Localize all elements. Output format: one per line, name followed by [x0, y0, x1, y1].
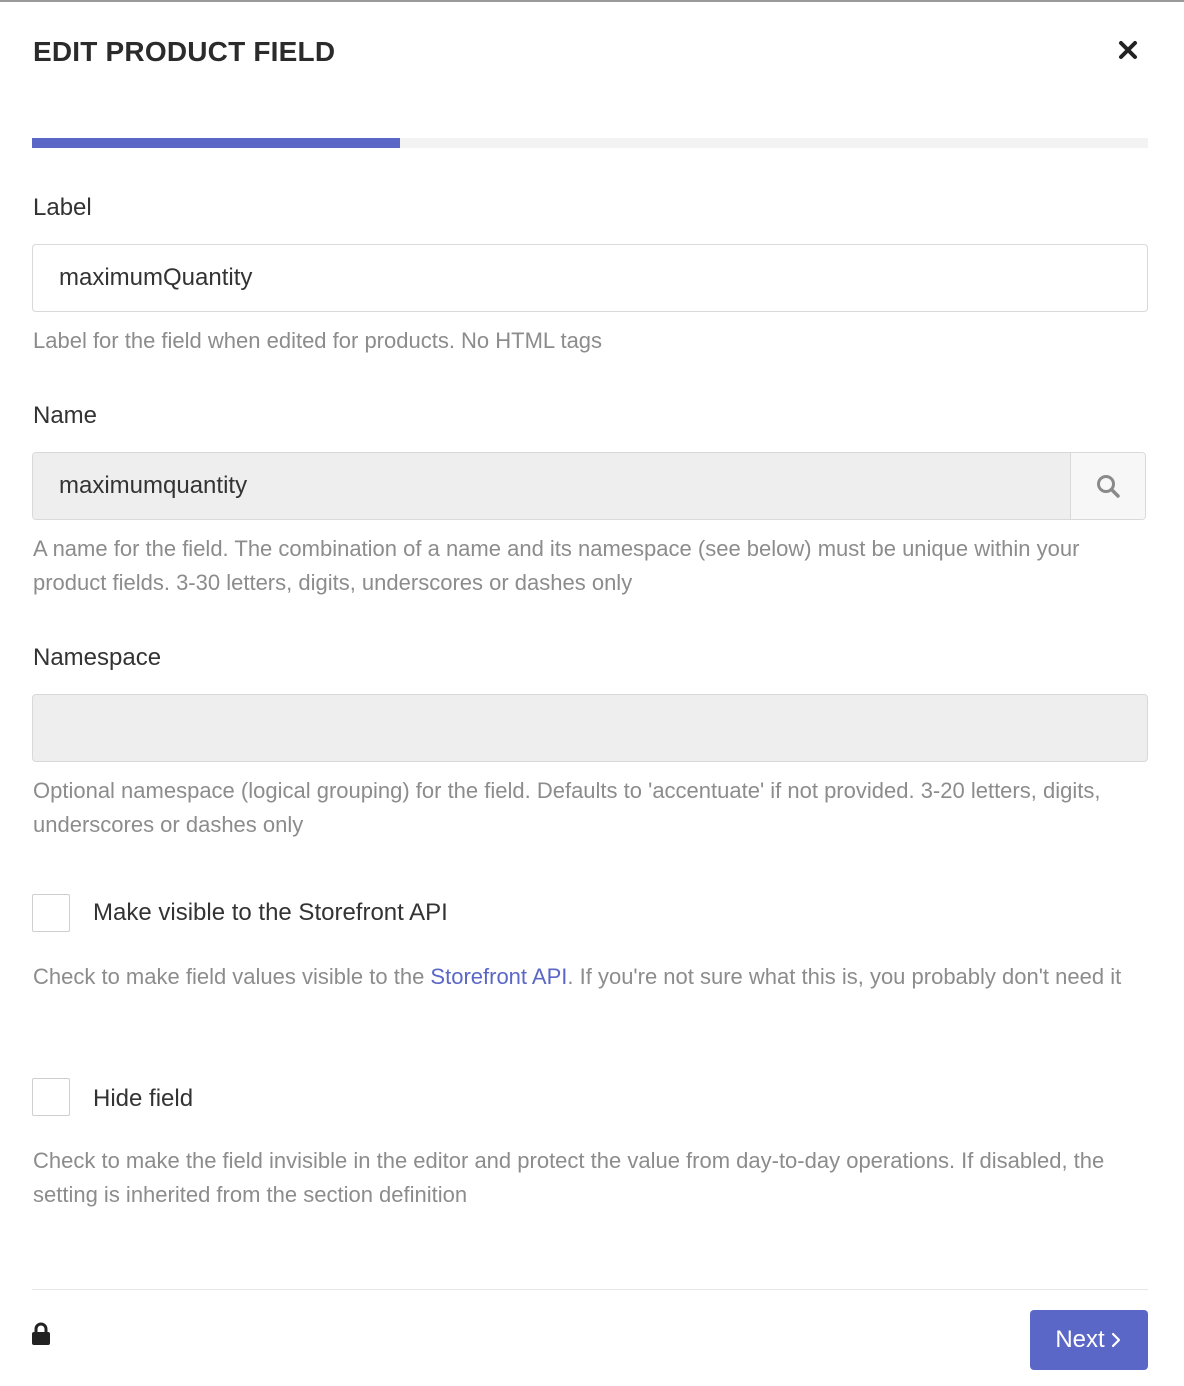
name-field-help: A name for the field. The combination of a name and its namespace (see below) must be unique within your product fields. 3-30 letters, digits, underscores or dashes only: [33, 536, 1080, 595]
name-field-label: Name: [33, 402, 98, 429]
name-search-button[interactable]: [1070, 453, 1145, 519]
close-icon: [1112, 34, 1144, 66]
hide-field-checkbox[interactable]: [32, 1078, 70, 1116]
storefront-help-text-after: . If you're not sure what this is, you probably don't need it: [567, 964, 1122, 989]
label-field-label: Label: [33, 194, 92, 221]
search-icon: [1095, 473, 1121, 499]
chevron-right-icon: [1109, 1330, 1123, 1350]
storefront-help-text-before: Check to make field values visible to the: [33, 964, 431, 989]
storefront-api-checkbox[interactable]: [32, 894, 70, 932]
lock-icon: [31, 1322, 51, 1346]
edit-product-field-modal: [0, 2, 1184, 1386]
next-button-label: Next: [1055, 1326, 1105, 1353]
hide-field-checkbox-label[interactable]: Hide field: [93, 1085, 194, 1112]
progress-bar: [32, 138, 1148, 148]
namespace-input[interactable]: [32, 694, 1148, 762]
close-button[interactable]: [1112, 34, 1144, 66]
name-input-group: [32, 452, 1146, 520]
storefront-api-link[interactable]: Storefront API: [430, 964, 568, 989]
footer-divider: [32, 1289, 1148, 1290]
label-input[interactable]: [32, 244, 1148, 312]
namespace-field-help: Optional namespace (logical grouping) for the field. Defaults to 'accentuate' if not provided. 3-20 letters, digits, underscores or dashes only: [33, 778, 1101, 837]
next-button[interactable]: [1030, 1310, 1148, 1370]
hide-field-help: Check to make the field invisible in the editor and protect the value from day-to-day operations. If disabled, the setting is inherited from the section definition: [33, 1148, 1105, 1207]
storefront-api-help: [33, 960, 1143, 994]
label-field-help: Label for the field when edited for products. No HTML tags: [33, 328, 603, 353]
namespace-field-label: Namespace: [33, 644, 162, 671]
storefront-api-checkbox-label[interactable]: Make visible to the Storefront API: [93, 899, 448, 926]
name-input[interactable]: [33, 453, 1070, 519]
progress-bar-fill: [32, 138, 400, 148]
modal-title: EDIT PRODUCT FIELD: [33, 36, 336, 67]
